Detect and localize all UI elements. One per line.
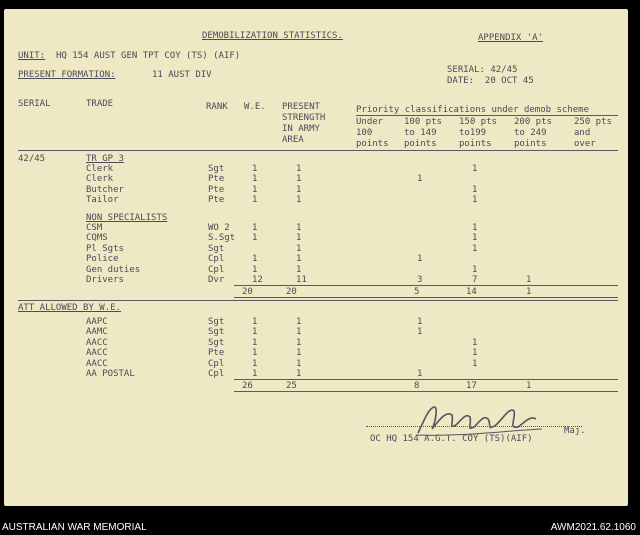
unit-value: HQ 154 AUST GEN TPT COY (TS) (AIF) [56, 51, 241, 61]
present-cell: 1 [296, 254, 302, 265]
trade-cell: Tailor [86, 195, 119, 206]
present-cell: 1 [296, 317, 302, 327]
present-cell: 1 [296, 337, 302, 348]
rank-cell: Sgt [208, 243, 225, 254]
col-p2-2: to 149 [404, 128, 437, 138]
col-serial: SERIAL [18, 99, 51, 109]
we-cell: 1 [252, 174, 258, 185]
section-rule [18, 300, 618, 301]
col-p1-3: points [356, 139, 389, 149]
trade-cell: AAMC [86, 327, 108, 338]
footer-institution: AUSTRALIAN WAR MEMORIAL [2, 522, 147, 533]
rank-cell: Pte [208, 195, 225, 206]
col-present-4: AREA [282, 135, 304, 145]
p2-cell: 1 [417, 254, 423, 265]
unit-label: UNIT: [18, 51, 46, 61]
trade-cell: CQMS [86, 233, 108, 244]
appendix-label: APPENDIX 'A' [478, 33, 544, 43]
p2-cell: 1 [417, 317, 423, 327]
we-cell: 1 [252, 317, 258, 327]
col-priority: Priority classifications under demob scheme [356, 105, 589, 115]
formation-value: 11 AUST DIV [152, 70, 212, 80]
col-present-3: IN ARMY [282, 124, 320, 134]
total-we: 20 [242, 287, 253, 297]
trade-cell: AAPC [86, 317, 108, 327]
col-we: W.E. [244, 102, 266, 112]
rank-cell: Cpl [208, 264, 225, 275]
rank-cell: S.Sgt [208, 233, 236, 244]
trade-cell: Drivers [86, 275, 124, 285]
row-serial: 42/45 [18, 154, 46, 164]
present-cell: 1 [296, 358, 302, 369]
present-cell: 1 [296, 369, 302, 379]
p3-cell: 7 [472, 275, 478, 285]
rank-cell: Sgt [208, 164, 225, 174]
trade-cell: Butcher [86, 184, 124, 195]
grand-total-p4: 1 [526, 381, 532, 391]
col-p3-2: to199 [459, 128, 487, 138]
rank-cell: Sgt [208, 327, 225, 338]
formation-label: PRESENT FORMATION: [18, 70, 116, 80]
present-cell: 1 [296, 195, 302, 206]
rank-cell: Sgt [208, 317, 225, 327]
rank-cell: Cpl [208, 358, 225, 369]
col-p4-3: points [514, 139, 547, 149]
p3-cell: 1 [472, 337, 478, 348]
rank-cell: Pte [208, 348, 225, 359]
trade-cell: Clerk [86, 174, 114, 185]
grand-total-rule-top [234, 379, 618, 380]
p2-cell: 3 [417, 275, 423, 285]
trade-cell: AACC [86, 337, 108, 348]
p3-cell: 1 [472, 358, 478, 369]
p3-cell: 1 [472, 233, 478, 244]
trade-cell: Gen duties [86, 264, 141, 275]
rank-cell: Sgt [208, 337, 225, 348]
trade-cell: Pl Sgts [86, 243, 124, 254]
col-p1-1: Under [356, 117, 384, 127]
total-p3: 14 [466, 287, 477, 297]
col-p2-1: 100 pts [404, 117, 442, 127]
serial-number: SERIAL: 42/45 [447, 65, 518, 75]
col-p5-1: 250 pts [574, 117, 612, 127]
col-p3-1: 150 pts [459, 117, 497, 127]
section-heading-non-specialists: NON SPECIALISTS [86, 213, 168, 223]
total-present: 20 [286, 287, 297, 297]
col-p4-2: to 249 [514, 128, 547, 138]
rank-cell: Cpl [208, 254, 225, 265]
grand-total-we: 26 [242, 381, 253, 391]
priority-underline [356, 115, 618, 116]
col-p3-3: points [459, 139, 492, 149]
present-cell: 11 [296, 275, 307, 285]
we-cell: 1 [252, 233, 258, 244]
rank-cell: Dvr [208, 275, 225, 285]
rank-cell: Pte [208, 184, 225, 195]
p2-cell: 1 [417, 327, 423, 338]
signature-title: OC HQ 154 A.G.T. COY (TS)(AIF) [370, 434, 533, 444]
total-p2: 5 [414, 287, 420, 297]
p3-cell: 1 [472, 164, 478, 174]
col-p4-1: 200 pts [514, 117, 552, 127]
present-cell: 1 [296, 174, 302, 185]
subtotal-rule-top [234, 285, 618, 286]
we-cell: 12 [252, 275, 263, 285]
p3-cell: 1 [472, 184, 478, 195]
we-cell: 1 [252, 348, 258, 359]
present-cell: 1 [296, 264, 302, 275]
rank-cell: WO 2 [208, 223, 230, 233]
col-p5-2: and [574, 128, 591, 138]
section-heading-tr-gp-3: TR GP 3 [86, 154, 124, 164]
trade-cell: Clerk [86, 164, 114, 174]
document-title: DEMOBILIZATION STATISTICS. [202, 31, 343, 41]
col-rank: RANK [206, 102, 228, 112]
total-p4: 1 [526, 287, 532, 297]
trade-cell: AA POSTAL [86, 369, 135, 379]
p3-cell: 1 [472, 195, 478, 206]
grand-total-present: 25 [286, 381, 297, 391]
we-cell: 1 [252, 369, 258, 379]
p3-cell: 1 [472, 264, 478, 275]
rank-cell: Pte [208, 174, 225, 185]
trade-cell: AACC [86, 358, 108, 369]
p4-cell: 1 [526, 275, 532, 285]
p3-cell: 1 [472, 223, 478, 233]
present-cell: 1 [296, 243, 302, 254]
grand-total-p3: 17 [466, 381, 477, 391]
we-cell: 1 [252, 184, 258, 195]
p3-cell: 1 [472, 243, 478, 254]
present-cell: 1 [296, 327, 302, 338]
trade-cell: AACC [86, 348, 108, 359]
col-present-1: PRESENT [282, 102, 320, 112]
trade-cell: CSM [86, 223, 103, 233]
present-cell: 1 [296, 164, 302, 174]
we-cell: 1 [252, 358, 258, 369]
we-cell: 1 [252, 264, 258, 275]
present-cell: 1 [296, 233, 302, 244]
col-present-2: STRENGTH [282, 113, 326, 123]
present-cell: 1 [296, 184, 302, 195]
grand-total-p2: 8 [414, 381, 420, 391]
we-cell: 1 [252, 223, 258, 233]
present-cell: 1 [296, 223, 302, 233]
col-trade: TRADE [86, 99, 114, 109]
footer-accession-number: AWM2021.62.1060 [550, 522, 636, 533]
signature-line [366, 426, 582, 428]
we-cell: 1 [252, 195, 258, 206]
col-p2-3: points [404, 139, 437, 149]
grand-total-rule-bottom [234, 391, 618, 392]
document-date: DATE: 20 OCT 45 [447, 76, 534, 86]
we-cell: 1 [252, 164, 258, 174]
header-rule [18, 150, 618, 151]
rank-cell: Cpl [208, 369, 225, 379]
p2-cell: 1 [417, 369, 423, 379]
document-page [4, 9, 628, 506]
section-heading-att-allowed: ATT ALLOWED BY W.E. [18, 303, 121, 313]
we-cell: 1 [252, 327, 258, 338]
col-p5-3: over [574, 139, 596, 149]
trade-cell: Police [86, 254, 119, 265]
p3-cell: 1 [472, 348, 478, 359]
signature-rank: Maj. [564, 426, 586, 436]
col-p1-2: 100 [356, 128, 373, 138]
present-cell: 1 [296, 348, 302, 359]
we-cell: 1 [252, 337, 258, 348]
p2-cell: 1 [417, 174, 423, 185]
subtotal-rule-bottom [234, 297, 618, 298]
we-cell: 1 [252, 254, 258, 265]
